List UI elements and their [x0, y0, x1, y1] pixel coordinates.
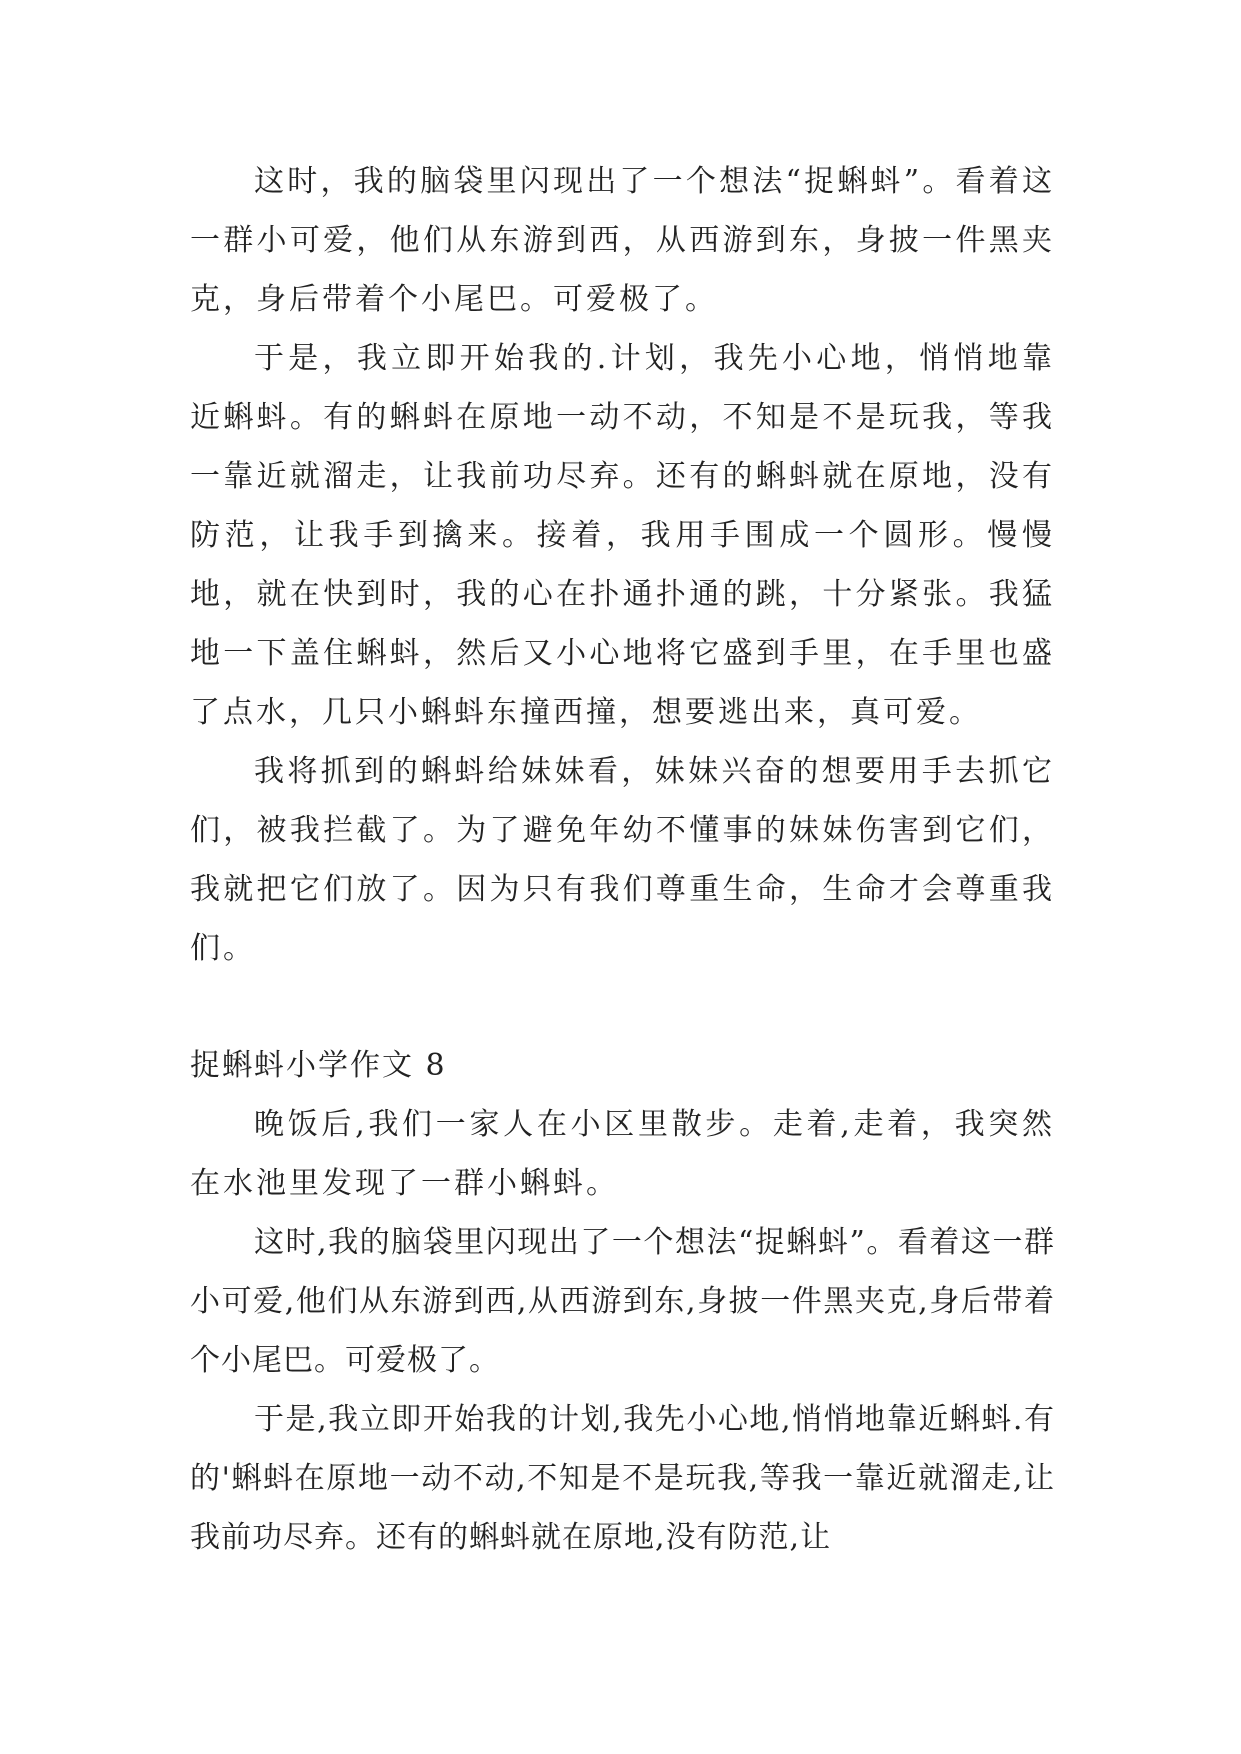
paragraph: 我将抓到的蝌蚪给妹妹看，妹妹兴奋的想要用手去抓它们，被我拦截了。为了避免年幼不懂事的妹妹伤害到它们，我就把它们放了。因为只有我们尊重生命，生命才会尊重我们。 [190, 754, 1055, 966]
document-body [190, 152, 1055, 1567]
paragraph: 这时,我的脑袋里闪现出了一个想法“捉蝌蚪”。看着这一群小可爱,他们从东游到西,从西游到东,身披一件黑夹克,身后带着个小尾巴。可爱极了。 [190, 1225, 1055, 1378]
paragraph: 于是,我立即开始我的计划,我先小心地,悄悄地靠近蝌蚪.有的'蝌蚪在原地一动不动,不知是不是玩我,等我一靠近就溜走,让我前功尽弃。还有的蝌蚪就在原地,没有防范,让 [190, 1402, 1055, 1555]
section-title: 捉蝌蚪小学作文 8 [190, 1048, 447, 1083]
paragraph: 晚饭后,我们一家人在小区里散步。走着,走着，我突然在水池里发现了一群小蝌蚪。 [190, 1107, 1055, 1201]
paragraph: 这时，我的脑袋里闪现出了一个想法“捉蝌蚪”。看着这一群小可爱，他们从东游到西，从西游到东，身披一件黑夹克，身后带着个小尾巴。可爱极了。 [190, 164, 1055, 317]
paragraph: 于是，我立即开始我的.计划，我先小心地，悄悄地靠近蝌蚪。有的蝌蚪在原地一动不动，不知是不是玩我，等我一靠近就溜走，让我前功尽弃。还有的蝌蚪就在原地，没有防范，让我手到擒来。接着，我用手围成一个圆形。慢慢地，就在快到时，我的心在扑通扑通的跳，十分紧张。我猛地一下盖住蝌蚪，然后又小心地将它盛到手里，在手里也盛了点水，几只小蝌蚪东撞西撞，想要逃出来，真可爱。 [190, 341, 1055, 730]
